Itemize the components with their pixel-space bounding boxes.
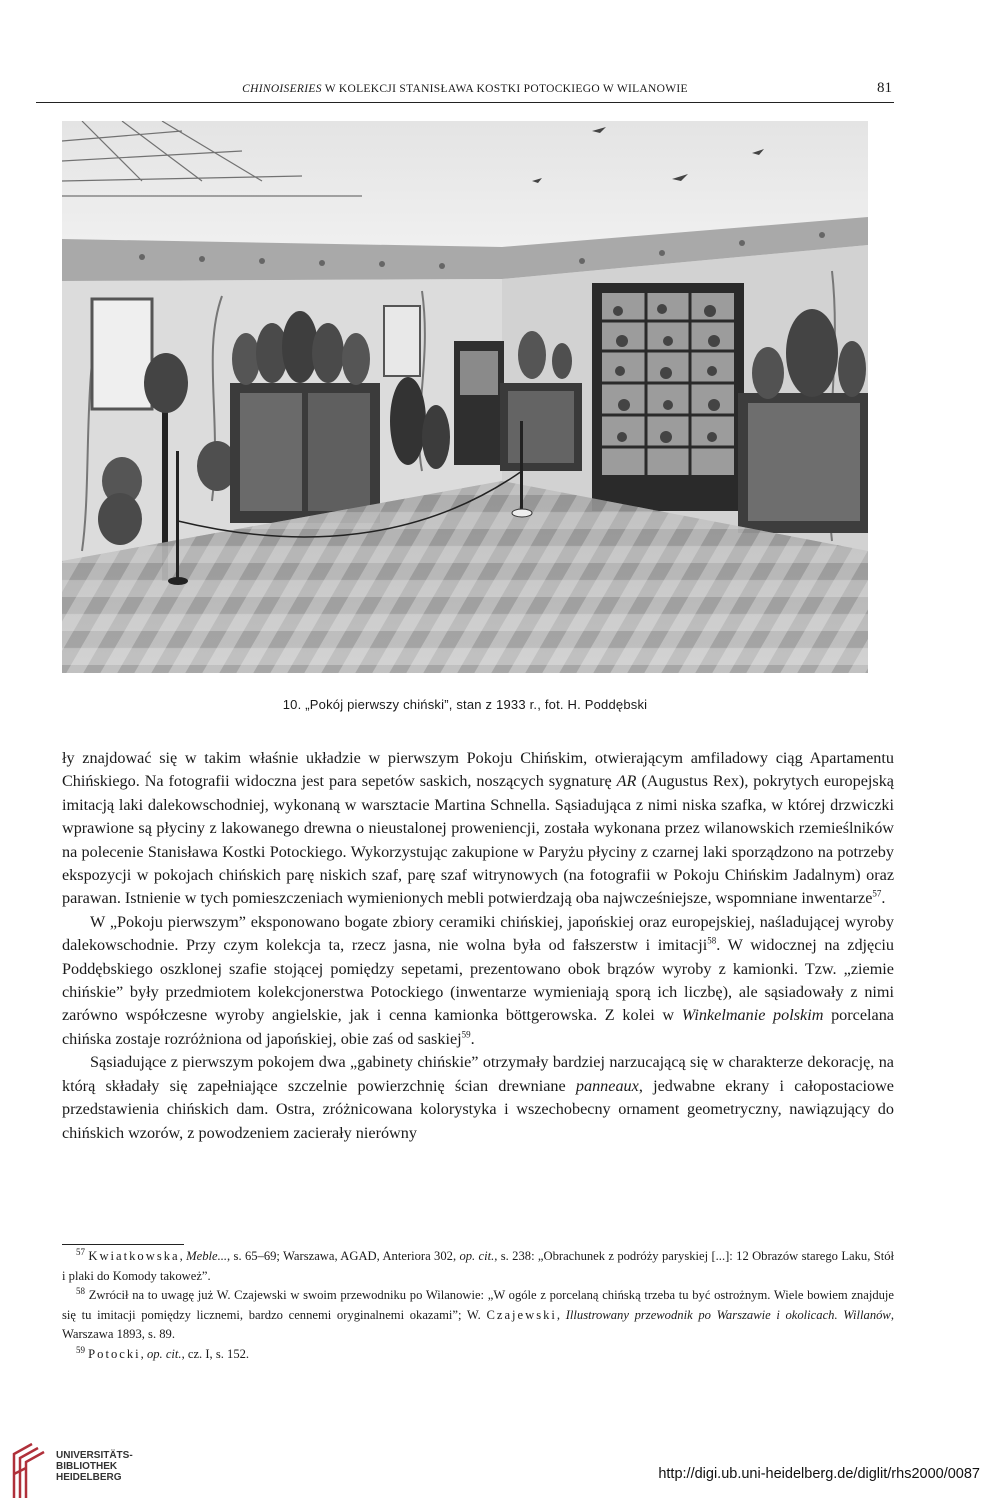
library-logo[interactable]	[10, 1440, 160, 1500]
footnote-57: $^{57}$ Kwiatkowska, Meble..., s. 65–69; Warszawa, AGAD, Anteriora 302, op. cit., s. 238: „Obrachunek z podróży paryskiej [...]: 12 Obrazów starego Laku, Stół i plaki do Komody takoweż”.	[62, 1246, 894, 1283]
running-head-title: CHINOISERIES W KOLEKCJI STANISŁAWA KOSTKI POTOCKIEGO W WILANOWIE	[242, 83, 688, 95]
paragraph-1: ły znajdować się w takim właśnie układzie w pierwszym Pokoju Chińskim, otwierającym amfiladowy ciąg Apartamentu Chińskiego. Na fotografii widoczna jest para sepetów saskich, noszących sygnaturę AR (Augustus Rex), pokrytych europejską imitacją laki dalekowschodniej, wykonaną w warsztacie Martina Schnella. Sąsiadująca z nimi niska szafka, w której drzwiczki wprawione są płyciny z lakowanego drewna o nieustalonej proweniencji, została wykonana przez wilanowskich rzemieślników na polecenie Stanisława Kostki Potockiego. Wykorzystując zakupione w Paryżu płyciny z czarnej laki sporządzono na potrzeby ekspozycji w pokojach chińskich parę niskich szaf, parę szaf witrynowych (na fotografii w Pokoju Chińskim Jadalnym) oraz parawan. Istnienie w tych pomieszczeniach wymienionych mebli potwierdzają oba najwcześniejsze, wspomniane inwentarze$^{57}$.	[62, 749, 894, 908]
footnotes	[62, 1247, 894, 1364]
footnote-58: $^{58}$ Zwrócił na to uwagę już W. Czajewski w swoim przewodniku po Wilanowie: „W ogóle z porcelaną chińską trzeba tu być ostrożnym. Wiele bowiem znajduje się tu imitacji pomiędzy licznemi, bardzo cennemi oryginalnemi okazami”; W. Czajewski, Illustrowany przewodnik po Warszawie i okolicach. Willanów, Warszawa 1893, s. 89.	[62, 1285, 895, 1341]
footnote-ref-58[interactable]: 58	[707, 935, 717, 946]
footnote-divider	[62, 1244, 184, 1245]
paragraph-3: Sąsiadujące z pierwszym pokojem dwa „gabinety chińskie” otrzymały bardziej narzucającą się w charakterze dekorację, na którą składały się zapełniające szczelnie powierzchnię ścian drewniane panneaux, jedwabne ekrany i całopostaciowe przedstawienia chińskich dam. Ostra, zróżnicowana kolorystyka i wszechobecny ornament geometryczny, nawiązujący do chińskich wzorów, z powodzeniem zacierały nierówny	[62, 1053, 894, 1142]
body-text	[62, 747, 894, 1145]
footnote-ref-57[interactable]: 57	[872, 889, 882, 900]
footnote-ref-59[interactable]: 59	[461, 1029, 471, 1040]
footnote-59: $^{59}$ Potocki, op. cit., cz. I, s. 152.	[76, 1344, 250, 1361]
source-url-link[interactable]: http://digi.ub.uni-heidelberg.de/diglit/rhs2000/0087	[658, 1466, 980, 1482]
running-head	[36, 80, 894, 103]
figure-caption: 10. „Pokój pierwszy chiński”, stan z 1933 r., fot. H. Poddębski	[282, 697, 648, 712]
library-logo-icon	[10, 1440, 50, 1500]
page-number: 81	[877, 80, 892, 96]
room-photo-illustration	[62, 121, 868, 673]
figure-photograph	[62, 121, 868, 673]
library-logo-text: UNIVERSITÄTS- BIBLIOTHEK HEIDELBERG	[56, 1450, 133, 1483]
paragraph-2: W „Pokoju pierwszym” eksponowano bogate zbiory ceramiki chińskiej, japońskiej oraz europejskiej, naśladującej wyroby dalekowschodnie. Przy czym kolekcja ta, rzecz jasna, nie wolna była od fałszerstw i imitacji$^{58}$. W widocznej na zdjęciu Poddębskiego oszklonej szafie stojącej pomiędzy sepetami, prezentowano obok brązów wyroby z kamionki. Tzw. „ziemie chińskie” były przedmiotem kolekcjonerstwa Potockiego (inwentarze wymieniają sporą ich liczbę), ale sąsiadowały z nimi zarówno współczesne wyroby angielskie, jak i cenna kamionka böttgerowska. Z kolei w Winkelmanie polskim porcelana chińska zostaje rozróżniona od japońskiej, obie zaś od saskiej$^{59}$.	[62, 912, 895, 1048]
